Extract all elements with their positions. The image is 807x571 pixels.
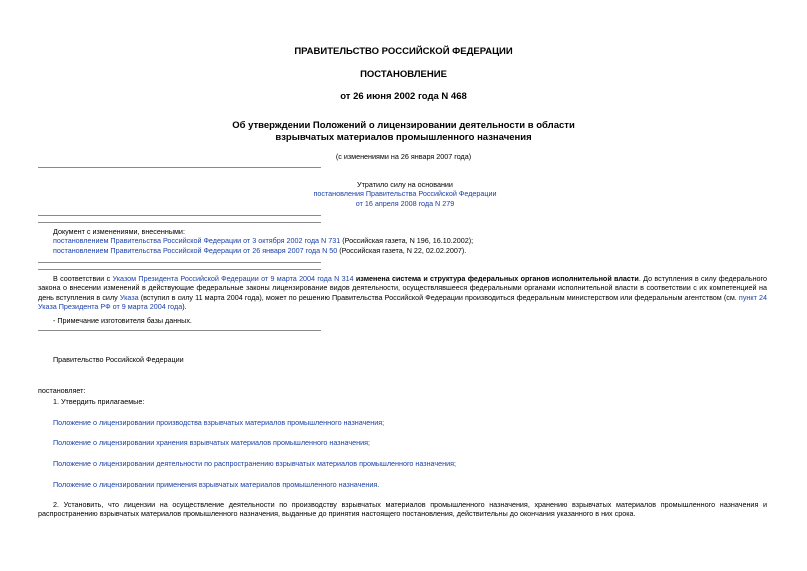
regulation-link-storage[interactable]: Положение о лицензировании хранения взрывчатых материалов промышленного назначения;: [53, 438, 371, 447]
divider: [38, 222, 321, 223]
note-bold-text: изменена система и структура федеральных органов исполнительной власти: [355, 274, 639, 283]
decree-link[interactable]: Указом Президента Российской Федерации от 9 марта 2004 года N 314: [112, 274, 354, 283]
change-item: [53, 246, 773, 255]
regulation-link-application[interactable]: Положение о лицензировании применения взрывчатых материалов промышленного назначения.: [53, 480, 380, 489]
note-text: (вступил в силу 11 марта 2004 года), может по решению Правительства Российской Федерации производиться федеральным министерством или федеральным агентством (см.: [138, 292, 739, 302]
amendments-note: (с изменениями на 26 января 2007 года): [335, 152, 472, 161]
changes-block: [53, 227, 773, 255]
change-link[interactable]: постановлением Правительства Российской Федерации от 26 января 2007 года N 50: [53, 245, 338, 255]
changes-intro: Документ с изменениями, внесенными:: [53, 227, 185, 236]
note-text: ).: [182, 302, 187, 312]
note-text: . До вступления в силу федерального закона о внесении изменений в действующие федеральные законы лицензирование видов деятельности, осуществлявшееся федеральными органами исполнительной власти в соответствии с их компетенцией на день вступления в силу: [38, 274, 768, 302]
document-title-line-1: Об утверждении Положений о лицензировании деятельности в области: [232, 120, 575, 131]
change-item: [53, 236, 773, 245]
divider: [38, 262, 321, 263]
decree-clause-link[interactable]: пункт 24 Указа Президента РФ от 9 марта 2004 года: [38, 292, 768, 312]
body-decides: постановляет:: [38, 386, 86, 395]
item-2: 2. Установить, что лицензии на осуществление деятельности по производству взрывчатых материалов промышленного назначения, хранению взрывчатых материалов промышленного назначения и распространению взрывчатых материалов промышленного назначения, выданные до принятия настоящего постановления, действительны до окончания указанного в них срока.: [38, 500, 767, 519]
void-notice: [300, 180, 510, 208]
divider: [38, 167, 321, 168]
document-date-number: от 26 июня 2002 года N 468: [340, 91, 467, 102]
document-title-line-2: взрывчатых материалов промышленного назначения: [275, 132, 532, 143]
change-source: (Российская газета, N 22, 02.02.2007).: [337, 245, 467, 255]
government-heading: ПРАВИТЕЛЬСТВО РОССИЙСКОЙ ФЕДЕРАЦИИ: [294, 46, 513, 57]
void-notice-link-date[interactable]: от 16 апреля 2008 года N 279: [355, 198, 455, 208]
change-link[interactable]: постановлением Правительства Российской Федерации от 3 октября 2002 года N 731: [53, 236, 341, 246]
decree-short-link[interactable]: Указа: [119, 292, 139, 302]
change-source: (Российская газета, N 196, 16.10.2002);: [340, 236, 474, 246]
regulation-link-distribution[interactable]: Положение о лицензировании деятельности по распространению взрывчатых материалов промышленного назначения;: [53, 459, 457, 468]
void-notice-link[interactable]: постановления Правительства Российской Федерации: [313, 189, 497, 199]
note-text: В соответствии с: [53, 274, 113, 283]
void-notice-text: Утратило силу на основании: [357, 180, 453, 189]
body-government: Правительство Российской Федерации: [53, 355, 184, 364]
divider: [38, 215, 321, 216]
divider: [38, 269, 321, 270]
divider: [38, 330, 321, 331]
regulation-link-production[interactable]: Положение о лицензировании производства взрывчатых материалов промышленного назначения;: [53, 418, 385, 427]
editor-note-signature: - Примечание изготовителя базы данных.: [53, 316, 192, 325]
document-type: ПОСТАНОВЛЕНИЕ: [360, 69, 447, 80]
item-1: 1. Утвердить прилагаемые:: [53, 397, 145, 406]
editor-note-paragraph: [38, 274, 767, 312]
